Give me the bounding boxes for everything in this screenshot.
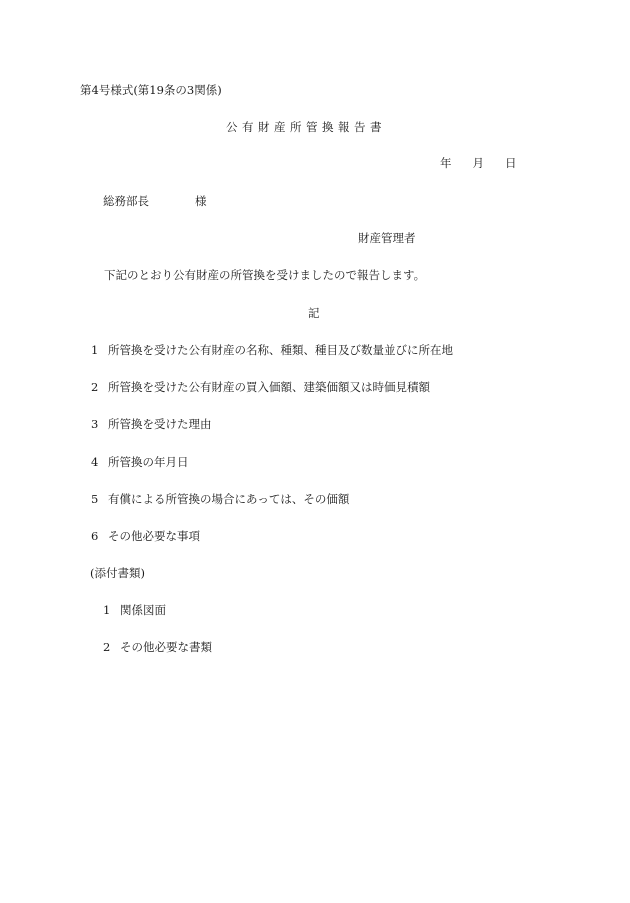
list-item (91, 455, 189, 469)
date-day: 日 (505, 156, 517, 170)
attachment-number: 2 (103, 640, 111, 654)
item-text: 有償による所管換の場合にあっては、その価額 (108, 492, 350, 506)
attachment-item (103, 603, 166, 617)
document-title: 公有財産所管換報告書 (226, 120, 386, 134)
addressee-name: 総務部長 (103, 194, 149, 208)
item-number: 5 (91, 492, 99, 506)
item-number: 2 (91, 380, 99, 394)
date-year: 年 (440, 156, 452, 170)
attachments-heading: (添付書類) (90, 566, 145, 580)
date-line (440, 156, 517, 170)
addressee (103, 194, 207, 208)
item-number: 1 (91, 343, 99, 357)
ki-heading: 記 (308, 306, 320, 320)
addressee-honorific: 様 (195, 194, 207, 208)
item-text: 所管換を受けた理由 (108, 417, 212, 431)
date-month: 月 (472, 156, 484, 170)
list-item (91, 529, 200, 543)
attachment-text: その他必要な書類 (120, 640, 212, 654)
item-number: 4 (91, 455, 99, 469)
intro-text: 下記のとおり公有財産の所管換を受けましたので報告します。 (104, 268, 426, 282)
item-number: 6 (91, 529, 99, 543)
list-item (91, 492, 349, 506)
item-text: その他必要な事項 (108, 529, 200, 543)
list-item (91, 380, 430, 394)
attachment-text: 関係図面 (120, 603, 166, 617)
attachment-number: 1 (103, 603, 111, 617)
item-text: 所管換の年月日 (108, 455, 189, 469)
item-number: 3 (91, 417, 99, 431)
item-text: 所管換を受けた公有財産の名称、種類、種目及び数量並びに所在地 (108, 343, 453, 357)
item-text: 所管換を受けた公有財産の買入価額、建築価額又は時価見積額 (108, 380, 430, 394)
attachment-item (103, 640, 212, 654)
list-item (91, 343, 453, 357)
form-number: 第4号様式(第19条の3関係) (80, 83, 222, 97)
reporter-label: 財産管理者 (358, 231, 416, 245)
list-item (91, 417, 212, 431)
